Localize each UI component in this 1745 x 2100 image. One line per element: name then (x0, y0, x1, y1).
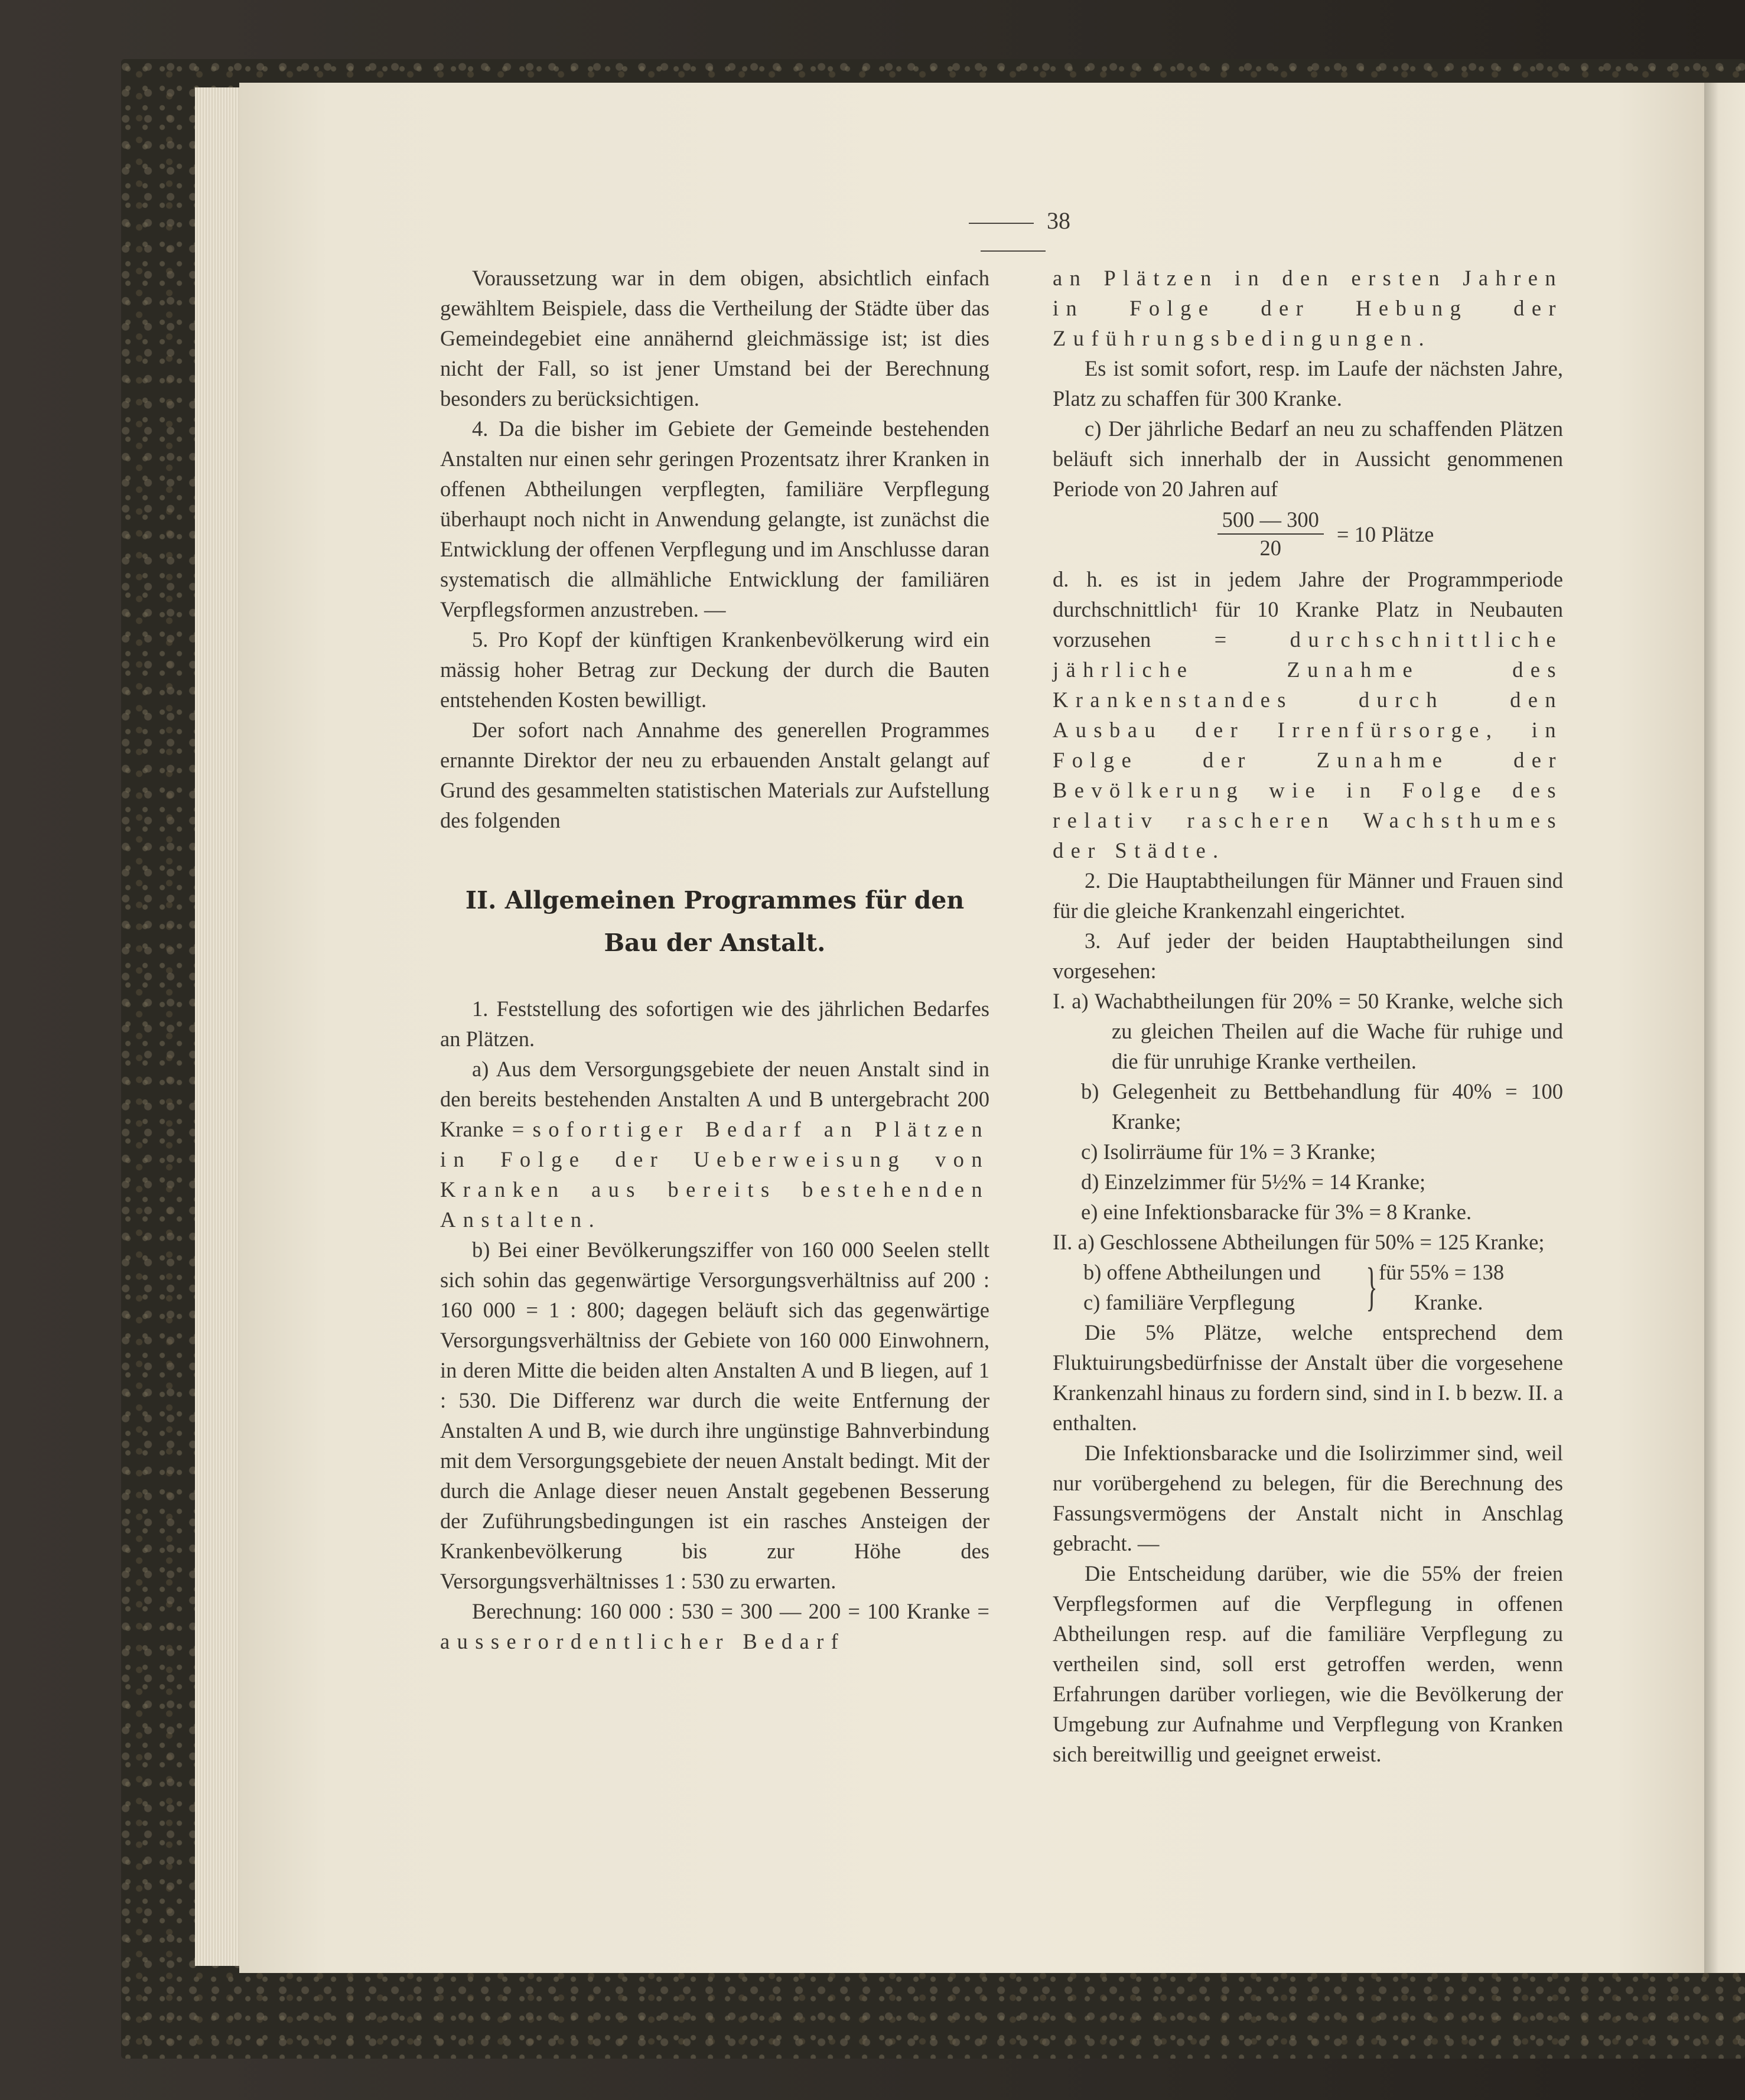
paragraph (440, 1054, 989, 1235)
list-item: b) Gelegenheit zu Bettbehandlung für 40% = 100 Kranke; (1081, 1079, 1563, 1134)
paragraph: 1. Feststellung des sofortigen wie des jährlichen Bedarfes an Plätzen. (440, 997, 989, 1051)
paragraph (1053, 564, 1563, 865)
paragraph: c) Der jährliche Bedarf an neu zu schaffenden Plätzen beläuft sich innerhalb der in Aussicht genommenen Periode von 20 Jahren auf (1053, 416, 1563, 501)
paragraph (440, 1596, 989, 1656)
right-column (1053, 263, 1563, 1769)
fraction-formula (1088, 504, 1563, 564)
text: d. h. es ist in jedem Jahre der Programmperiode durchschnittlich¹ für 10 Kranke Platz in Neubauten vorzusehen = (1053, 567, 1563, 652)
brace: } (1366, 1258, 1378, 1316)
bracket-right (1379, 1257, 1563, 1317)
paragraph: 4. Da die bisher im Gebiete der Gemeinde bestehenden Anstalten nur einen sehr geringen Prozentsatz ihrer Kranken in offenen Abtheilungen verpflegten, familiäre Verpflegung überhaupt noch nicht in Anwendung gelangte, ist zunächst die Entwicklung der offenen Verpflegung und im Anschlusse daran systematisch die allmähliche Entwicklung der familiären Verpflegsformen anzustreben. — (440, 416, 989, 621)
paragraph: 3. Auf jeder der beiden Hauptabtheilungen sind vorgesehen: (1053, 929, 1563, 983)
facing-page-edge (1701, 83, 1745, 1973)
list-value: Kranke. (1414, 1290, 1483, 1314)
paragraph: Die 5% Plätze, welche entsprechend dem Fluktuirungsbedürfnisse der Anstalt über die vorgesehene Krankenzahl hinaus zu fordern sind, sind in I. b bezw. II. a enthalten. (1053, 1320, 1563, 1435)
list-item: d) Einzelzimmer für 5½% = 14 Kranke; (1081, 1170, 1426, 1194)
paragraph: Der sofort nach Annahme des generellen Programmes ernannte Direktor der neu zu erbauenden Anstalt gelangt auf Grund des gesammelten statistischen Materials zur Aufstellung des folgenden (440, 718, 989, 832)
fraction (1217, 506, 1324, 562)
page-number: 38 (913, 207, 1114, 262)
text: a) Aus dem Versorgungsgebiete der neuen Anstalt sind in den bereits bestehenden Anstalten A und B untergebracht 200 Kranke = (440, 1057, 989, 1141)
paragraph: b) Bei einer Bevölkerungsziffer von 160 000 Seelen stellt sich sohin das gegenwärtige Versorgungsverhältniss auf 200 : 160 000 = 1 : 800; dagegen beläuft sich das gegenwärtige Versorgungsverhältniss der Gebiete von 160 000 Einwohnern, in deren Mitte die beiden alten Anstalten A und B liegen, auf 1 : 530. Die Differenz war durch die weite Entfernung der Anstalten A und B, wie durch ihre ungünstige Bahnverbindung mit dem Versorgungsgebiete der neuen Anstalt bedingt. Mit der durch die Anlage dieser neuen Anstalt gegebenen Besserung der Zuführungsbedingungen ist ein rasches Ansteigen der Krankenbevölkerung bis zur Höhe des Versorgungsverhältnisses 1 : 530 zu erwarten. (440, 1238, 989, 1593)
list-item: c) familiäre Verpflegung (1083, 1290, 1295, 1314)
list-item: II. a) Geschlossene Abtheilungen für 50% = 125 Kranke; (1053, 1230, 1545, 1254)
list-item: I. a) Wachabtheilungen für 20% = 50 Kranke, welche sich zu gleichen Theilen auf die Wache für ruhige und die für unruhige Kranke vertheilen. (1053, 989, 1563, 1073)
fraction-result: = 10 Plätze (1336, 522, 1434, 546)
fraction-numerator: 500 — 300 (1217, 506, 1324, 535)
spaced-text: sofortiger Bedarf an Plätzen in Folge der Ueberweisung von Kranken aus bereits bestehenden Anstalten. (440, 1117, 990, 1232)
list-item: b) offene Abtheilungen und (1083, 1260, 1321, 1284)
paragraph: Voraussetzung war in dem obigen, absichtlich einfach gewähltem Beispiele, dass die Vertheilung der Städte über das Gemeindegebiet eine annähernd gleichmässige ist; ist dies nicht der Fall, so ist jener Umstand bei der Berechnung besonders zu berücksichtigen. (440, 266, 989, 411)
paragraph: an Plätzen in den ersten Jahren in Folge der Hebung der Zuführungsbedingungen. (1053, 266, 1563, 350)
section-heading: II. Allgemeinen Programmes für den Bau der Anstalt. (465, 886, 965, 957)
left-column (440, 263, 989, 1656)
list-item: e) eine Infektionsbaracke für 3% = 8 Kranke. (1081, 1200, 1472, 1224)
spaced-text: ausserordentlicher Bedarf (440, 1629, 846, 1653)
paragraph: 5. Pro Kopf der künftigen Krankenbevölkerung wird ein mässig hoher Betrag zur Deckung der durch die Bauten entstehenden Kosten bewilligt. (440, 627, 989, 712)
bracketed-list (1053, 1257, 1563, 1317)
spaced-text: durchschnittliche jährliche Zunahme des Krankenstandes durch den Ausbau der Irrenfürsorge, in Folge der Zunahme der Bevölkerung wie in Folge des relativ rascheren Wachsthumes der Städte. (1053, 627, 1564, 862)
paragraph: 2. Die Hauptabtheilungen für Männer und Frauen sind für die gleiche Krankenzahl eingerichtet. (1053, 868, 1563, 923)
paragraph: Die Entscheidung darüber, wie die 55% der freien Verpflegsformen auf die Verpflegung in offenen Abtheilungen resp. auf die familiäre Verpflegung zu vertheilen sind, soll erst getroffen werden, wenn Erfahrungen darüber vorliegen, wie die Bevölkerung der Umgebung zur Aufnahme und Verpflegung von Kranken sich bereitwillig und geeignet erweist. (1053, 1561, 1563, 1766)
list-value: für 55% = 138 (1379, 1260, 1505, 1284)
fraction-denominator: 20 (1259, 536, 1281, 560)
list-item: c) Isolirräume für 1% = 3 Kranke; (1081, 1139, 1376, 1164)
bracket-left (1053, 1257, 1361, 1317)
paragraph: Es ist somit sofort, resp. im Laufe der nächsten Jahre, Platz zu schaffen für 300 Kranke. (1053, 356, 1563, 411)
text: Berechnung: 160 000 : 530 = 300 — 200 = 100 Kranke = (472, 1599, 989, 1623)
paragraph: Die Infektionsbaracke und die Isolirzimmer sind, weil nur vorübergehend zu belegen, für die Berechnung des Fassungsvermögens der Anstalt nicht in Anschlag gebracht. — (1053, 1441, 1563, 1555)
